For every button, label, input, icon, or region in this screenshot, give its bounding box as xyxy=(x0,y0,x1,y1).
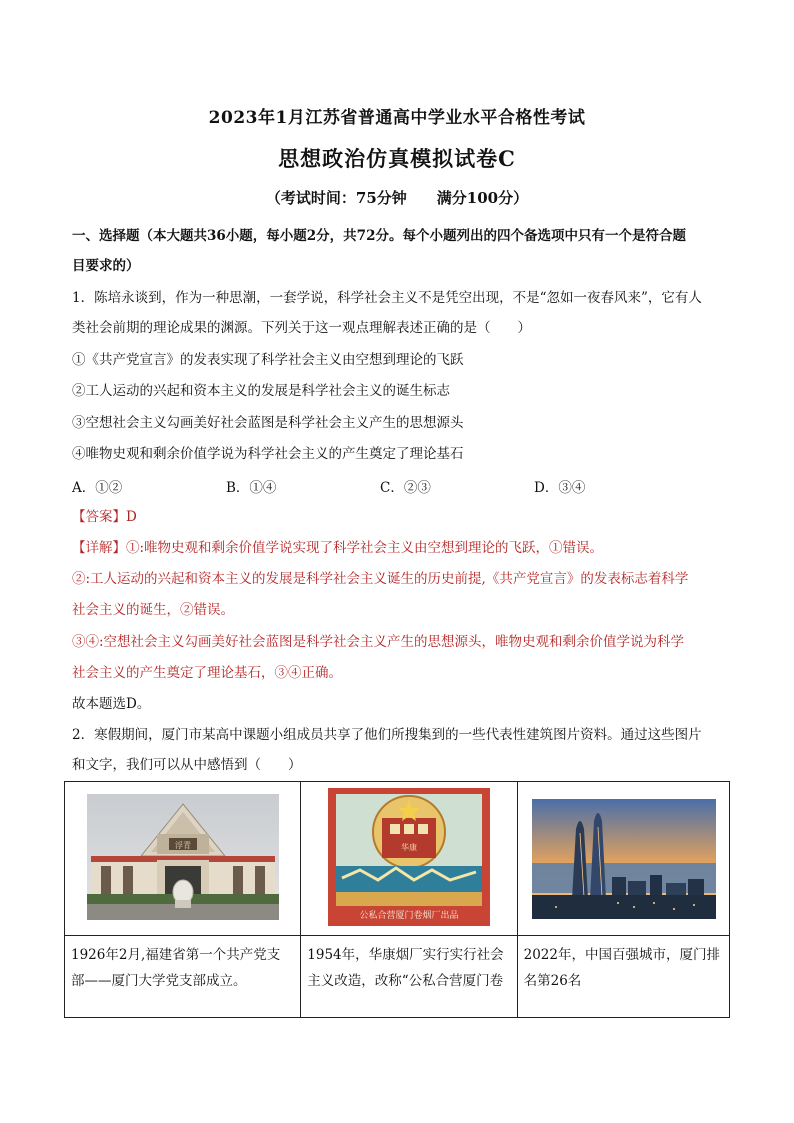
q1-detail-line1: 【详解】①:唯物史观和剩余价值学说实现了科学社会主义由空想到理论的飞跃，①错误。 xyxy=(72,540,604,556)
cigarette-poster xyxy=(328,788,490,926)
option-b: B．①④ xyxy=(226,480,277,496)
poster-sign-text: 华康 xyxy=(401,843,418,852)
q1-stem-line1: 1．陈培永谈到，作为一种思潮，一套学说，科学社会主义不是凭空出现，不是“忽如一夜春风来”，它有人 xyxy=(72,290,702,306)
q1-statement-1: ①《共产党宣言》的发表实现了科学社会主义由空想到理论的飞跃 xyxy=(72,352,464,368)
answer-value: D xyxy=(126,509,137,525)
option-a: A．①② xyxy=(72,480,123,496)
image-cell-poster xyxy=(301,782,517,936)
caption-city: 2022年，中国百强城市，厦门排 名第26名 xyxy=(517,936,729,1018)
caption-building: 1926年2月,福建省第一个共产党支 部——厦门大学党支部成立。 xyxy=(65,936,301,1018)
poster-caption-text: 公私合营厦门卷烟厂出品 xyxy=(359,911,459,921)
option-c: C．②③ xyxy=(380,480,431,496)
q1-statement-2: ②工人运动的兴起和资本主义的发展是科学社会主义的诞生标志 xyxy=(72,383,450,399)
q2-stem-line1: 2．寒假期间，厦门市某高中课题小组成员共享了他们所搜集到的一些代表性建筑图片资料。通过这些图片 xyxy=(72,727,702,743)
q1-detail-line3: 社会主义的诞生，②错误。 xyxy=(72,602,234,618)
caption-poster: 1954年，华康烟厂实行实行社会 主义改造，改称“公私合营厦门卷 xyxy=(301,936,517,1018)
q2-image-table xyxy=(64,781,730,1018)
q1-options xyxy=(72,476,728,496)
answer-label: 【答案】 xyxy=(72,509,126,525)
section-heading-line1: 一、选择题（本大题共36小题，每小题2分，共72分。每个小题列出的四个备选项中只有一个是符合题 xyxy=(72,228,686,244)
q2-stem-line2: 和文字，我们可以从中感悟到（ ） xyxy=(72,757,302,773)
q1-detail-line4: ③④:空想社会主义勾画美好社会蓝图是科学社会主义产生的思想源头，唯物史观和剩余价值学说为科学 xyxy=(72,634,685,650)
q1-detail-line5: 社会主义的产生奠定了理论基石，③④正确。 xyxy=(72,665,342,681)
building-photo xyxy=(87,794,279,920)
detail-label: 【详解】 xyxy=(72,540,126,556)
q1-answer xyxy=(72,507,728,527)
q1-detail-line2: ②:工人运动的兴起和资本主义的发展是科学社会主义诞生的历史前提,《共产党宣言》的发表标志着科学 xyxy=(72,571,689,587)
image-cell-city xyxy=(517,782,729,936)
exam-subtitle: 思想政治仿真模拟试卷C xyxy=(278,146,516,171)
building-sign-text: 浮青 xyxy=(175,841,191,850)
section-heading-line2: 目要求的） xyxy=(72,258,140,274)
option-d: D．③④ xyxy=(534,480,586,496)
q1-conclusion: 故本题选D。 xyxy=(72,696,151,712)
q1-statement-3: ③空想社会主义勾画美好社会蓝图是科学社会主义产生的思想源头 xyxy=(72,415,464,431)
q1-statement-4: ④唯物史观和剩余价值学说为科学社会主义的产生奠定了理论基石 xyxy=(72,446,464,462)
city-skyline-photo xyxy=(532,799,716,919)
image-cell-building xyxy=(65,782,301,936)
exam-info: （考试时间：75分钟 满分100分） xyxy=(265,189,529,207)
exam-title: 2023年1月江苏省普通高中学业水平合格性考试 xyxy=(208,108,586,128)
q1-stem-line2: 类社会前期的理论成果的渊源。下列关于这一观点理解表述正确的是（ ） xyxy=(72,320,531,336)
